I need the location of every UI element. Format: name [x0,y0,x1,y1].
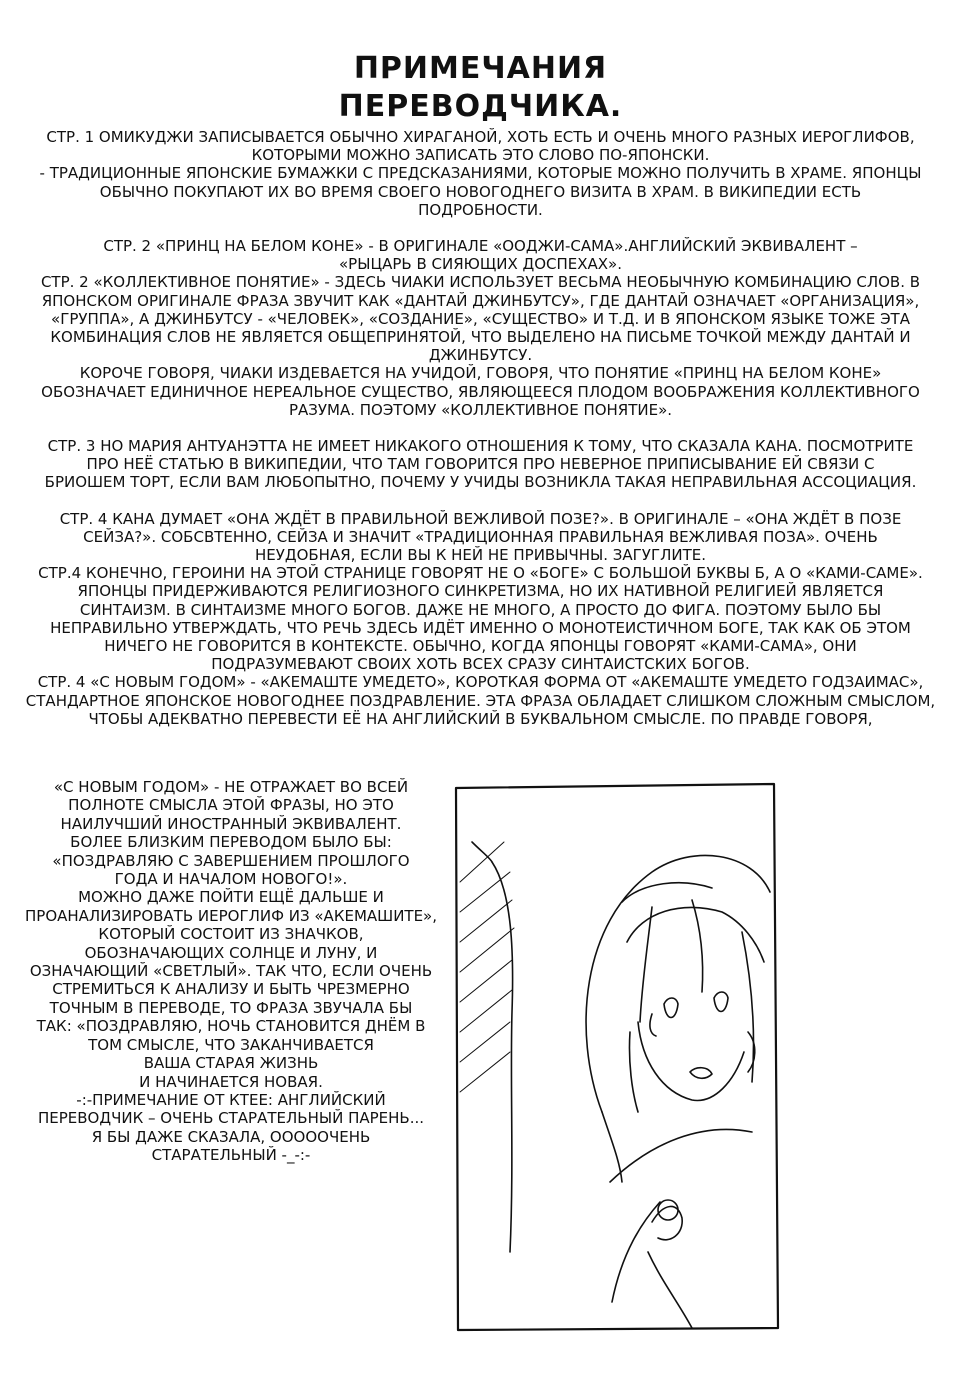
text-line: НАИЛУЧШИЙ ИНОСТРАННЫЙ ЭКВИВАЛЕНТ. [60,814,402,833]
text-line: СТАРАТЕЛЬНЫЙ -_-:- [151,1146,311,1165]
paragraph-gap [24,219,937,237]
text-line: РАЗУМА. ПОЭТОМУ «КОЛЛЕКТИВНОЕ ПОНЯТИЕ». [288,400,673,419]
page-title [0,50,961,126]
girl-shoulder [610,1129,752,1182]
text-line: ТОЧНЫМ В ПЕРЕВОДЕ, ТО ФРАЗА ЗВУЧАЛА БЫ [49,998,413,1017]
text-line: КОМБИНАЦИЯ СЛОВ НЕ ЯВЛЯЕТСЯ ОБЩЕПРИНЯТОЙ, ЧТО ВЫДЕЛЕНО НА ПИСЬМЕ ТОЧКОЙ МЕЖДУ ДАНТАЙ И [50,328,911,347]
text-line: БРИОШЕМ ТОРТ, ЕСЛИ ВАМ ЛЮБОПЫТНО, ПОЧЕМУ У УЧИДЫ ВОЗНИКЛА ТАКАЯ НЕПРАВИЛЬНАЯ АССОЦИАЦИЯ. [44,473,917,492]
text-line: СЕЙЗА?». СОБСВТЕННО, СЕЙЗА И ЗНАЧИТ «ТРАДИЦИОННАЯ ПРАВИЛЬНАЯ ВЕЖЛИВАЯ ПОЗА». ОЧЕНЬ [83,527,878,546]
girl-arm [612,1202,660,1302]
manga-sketch-panel [452,782,782,1332]
text-line: БОЛЕЕ БЛИЗКИМ ПЕРЕВОДОМ БЫЛО БЫ: [70,833,392,852]
girl-mouth [690,1068,712,1079]
text-line: КОРОЧЕ ГОВОРЯ, ЧИАКИ ИЗДЕВАЕТСЯ НА УЧИДОЙ, ГОВОРЯ, ЧТО ПОНЯТИЕ «ПРИНЦ НА БЕЛОМ КОНЕ» [79,364,882,383]
text-line: ОЗНАЧАЮЩИЙ «СВЕТЛЫЙ». ТАК ЧТО, ЕСЛИ ОЧЕНЬ [29,962,433,981]
text-line: «С НОВЫМ ГОДОМ» - НЕ ОТРАЖАЕТ ВО ВСЕЙ [53,778,409,796]
text-line: СТР. 2 «ПРИНЦ НА БЕЛОМ КОНЕ» - В ОРИГИНАЛЕ «ООДЖИ-САМА».АНГЛИЙСКИЙ ЭКВИВАЛЕНТ – [103,237,858,256]
text-line: ТОМ СМЫСЛЕ, ЧТО ЗАКАНЧИВАЕТСЯ [88,1035,374,1054]
note-paragraph-3 [24,437,937,492]
note-paragraph-1 [24,128,937,219]
text-line: ПОДРАЗУМЕВАЮТ СВОИХ ХОТЬ ВСЕХ СРАЗУ СИНТАИСТСКИХ БОГОВ. [211,655,750,674]
sketch-drawing [452,782,782,1332]
text-line: ПРО НЕЁ СТАТЬЮ В ВИКИПЕДИИ, ЧТО ТАМ ГОВОРИТСЯ ПРО НЕВЕРНОЕ ПРИПИСЫВАНИЕ ЕЙ СВЯЗИ С [86,455,875,474]
text-line: «ПОЗДРАВЛЯЮ С ЗАВЕРШЕНИЕМ ПРОШЛОГО [52,851,410,870]
left-figure-outline [492,862,513,1252]
text-line: ОБОЗНАЧАЮЩИХ СОЛНЦЕ И ЛУНУ, И [84,943,378,962]
text-line: ПОДРОБНОСТИ. [418,200,543,219]
text-line: И НАЧИНАЕТСЯ НОВАЯ. [139,1072,323,1091]
text-line: Я БЫ ДАЖЕ СКАЗАЛА, ОООООЧЕНЬ [91,1127,371,1146]
title-line-1: ПРИМЕЧАНИЯ [353,51,608,86]
text-line: ПРОАНАЛИЗИРОВАТЬ ИЕРОГЛИФ ИЗ «АКЕМАШИТЕ», [25,906,437,925]
text-line: ПЕРЕВОДЧИК – ОЧЕНЬ СТАРАТЕЛЬНЫЙ ПАРЕНЬ... [37,1109,425,1128]
text-line: СТР. 1 ОМИКУДЖИ ЗАПИСЫВАЕТСЯ ОБЫЧНО ХИРАГАНОЙ, ХОТЬ ЕСТЬ И ОЧЕНЬ МНОГО РАЗНЫХ ИЕРОГЛИФОВ, [46,128,915,146]
text-line: ЯПОНСКОМ ОРИГИНАЛЕ ФРАЗА ЗВУЧИТ КАК «ДАНТАЙ ДЖИНБУТСУ», ГДЕ ДАНТАЙ ОЗНАЧАЕТ «ОРГАНИЗАЦИЯ», [41,291,920,310]
text-line: ЯПОНЦЫ ПРИДЕРЖИВАЮТСЯ РЕЛИГИОЗНОГО СИНКРЕТИЗМА, НО ИХ НАТИВНОЙ РЕЛИГИЕЙ ЯВЛЯЕТСЯ [77,582,884,601]
paragraph-gap [24,492,937,510]
text-line: СТАНДАРТНОЕ ЯПОНСКОЕ НОВОГОДНЕЕ ПОЗДРАВЛЕНИЕ. ЭТА ФРАЗА ОБЛАДАЕТ СЛИШКОМ СЛОЖНЫМ СМЫСЛОМ, [25,691,936,710]
text-line: СТРЕМИТЬСЯ К АНАЛИЗУ И БЫТЬ ЧРЕЗМЕРНО [52,980,410,999]
text-line: МОЖНО ДАЖЕ ПОЙТИ ЕЩЁ ДАЛЬШЕ И [78,888,384,907]
text-line: ОБОЗНАЧАЕТ ЕДИНИЧНОЕ НЕРЕАЛЬНОЕ СУЩЕСТВО, ЯВЛЯЮЩЕЕСЯ ПЛОДОМ ВООБРАЖЕНИЯ КОЛЛЕКТИВНОГО [41,382,920,401]
text-line: ПОЛНОТЕ СМЫСЛА ЭТОЙ ФРАЗЫ, НО ЭТО [68,796,394,815]
text-line: ОБЫЧНО ПОКУПАЮТ ИХ ВО ВРЕМЯ СВОЕГО НОВОГОДНЕГО ВИЗИТА В ХРАМ. В ВИКИПЕДИИ ЕСТЬ [99,182,862,201]
side-note-column [16,778,446,1165]
note-paragraph-2 [24,237,937,419]
girl-hair [586,855,770,1112]
text-line: ГОДА И НАЧАЛОМ НОВОГО!». [114,870,348,889]
text-line: СТР. 2 «КОЛЛЕКТИВНОЕ ПОНЯТИЕ» - ЗДЕСЬ ЧИАКИ ИСПОЛЬЗУЕТ ВЕСЬМА НЕОБЫЧНУЮ КОМБИНАЦИЮ СЛОВ. В [40,273,921,292]
text-line: СТР. 4 КАНА ДУМАЕТ «ОНА ЖДЁТ В ПРАВИЛЬНОЙ ВЕЖЛИВОЙ ПОЗЕ?». В ОРИГИНАЛЕ – «ОНА ЖДЁТ В ПОЗЕ [59,509,902,528]
text-line: КОТОРЫМИ МОЖНО ЗАПИСАТЬ ЭТО СЛОВО ПО-ЯПОНСКИ. [251,146,710,165]
hatching [460,842,514,1092]
text-line: СТР. 3 НО МАРИЯ АНТУАНЭТТА НЕ ИМЕЕТ НИКАКОГО ОТНОШЕНИЯ К ТОМУ, ЧТО СКАЗАЛА КАНА. ПОСМОТРИТЕ [47,437,914,456]
text-line: СИНТАИЗМ. В СИНТАИЗМЕ МНОГО БОГОВ. ДАЖЕ НЕ МНОГО, А ПРОСТО ДО ФИГА. ПОЭТОМУ БЫЛО БЫ [79,600,882,619]
translator-notes [24,128,937,728]
text-line: - ТРАДИЦИОННЫЕ ЯПОНСКИЕ БУМАЖКИ С ПРЕДСКАЗАНИЯМИ, КОТОРЫЕ МОЖНО ПОЛУЧИТЬ В ХРАМЕ. ЯПОНЦЫ [39,164,922,183]
text-line: ВАША СТАРАЯ ЖИЗНЬ [143,1054,319,1073]
text-line: НЕПРАВИЛЬНО УТВЕРЖДАТЬ, ЧТО РЕЧЬ ЗДЕСЬ ИДЁТ ИМЕННО О МОНОТЕИСТИЧНОМ БОГЕ, ТАК КАК ОБ ЭТОМ [50,618,911,637]
text-line: НИЧЕГО НЕ ГОВОРИТСЯ В КОНТЕКСТЕ. ОБЫЧНО, КОГДА ЯПОНЦЫ ГОВОРЯТ «КАМИ-САМА», ОНИ [104,637,857,656]
text-line: НЕУДОБНАЯ, ЕСЛИ ВЫ К НЕЙ НЕ ПРИВЫЧНЫ. ЗАГУГЛИТЕ. [254,546,707,565]
text-line: ТАК: «ПОЗДРАВЛЯЮ, НОЧЬ СТАНОВИТСЯ ДНЁМ В [36,1017,426,1036]
text-line: -:-ПРИМЕЧАНИЕ ОТ КТЕЕ: АНГЛИЙСКИЙ [76,1090,386,1109]
text-line: «РЫЦАРЬ В СИЯЮЩИХ ДОСПЕХАХ». [338,255,623,274]
paragraph-gap [24,419,937,437]
text-line: ЧТОБЫ АДЕКВАТНО ПЕРЕВЕСТИ ЕЁ НА АНГЛИЙСКИЙ В БУКВАЛЬНОМ СМЫСЛЕ. ПО ПРАВДЕ ГОВОРЯ, [88,709,873,728]
text-line: СТР.4 КОНЕЧНО, ГЕРОИНИ НА ЭТОЙ СТРАНИЦЕ ГОВОРЯТ НЕ О «БОГЕ» С БОЛЬШОЙ БУКВЫ Б, А О «КАМИ-САМЕ». [38,564,923,583]
text-line: КОТОРЫЙ СОСТОИТ ИЗ ЗНАЧКОВ, [98,925,364,944]
note-paragraph-4 [24,510,937,728]
text-line: «ГРУППА», А ДЖИНБУТСУ - «ЧЕЛОВЕК», «СОЗДАНИЕ», «СУЩЕСТВО» И Т.Д. И В ЯПОНСКОМ ЯЗЫКЕ ТОЖЕ ЭТА [51,309,910,328]
girl-eye-left [664,998,678,1018]
girl-face [638,1022,744,1100]
title-line-2: ПЕРЕВОДЧИКА. [338,89,623,124]
text-line: СТР. 4 «С НОВЫМ ГОДОМ» - «АКЕМАШТЕ УМЕДЕТО», КОРОТКАЯ ФОРМА ОТ «АКЕМАШТЕ УМЕДЕТО ГОДЗАИМАС», [37,673,924,692]
girl-eye-right [714,992,728,1012]
text-line: ДЖИНБУТСУ. [428,346,533,365]
